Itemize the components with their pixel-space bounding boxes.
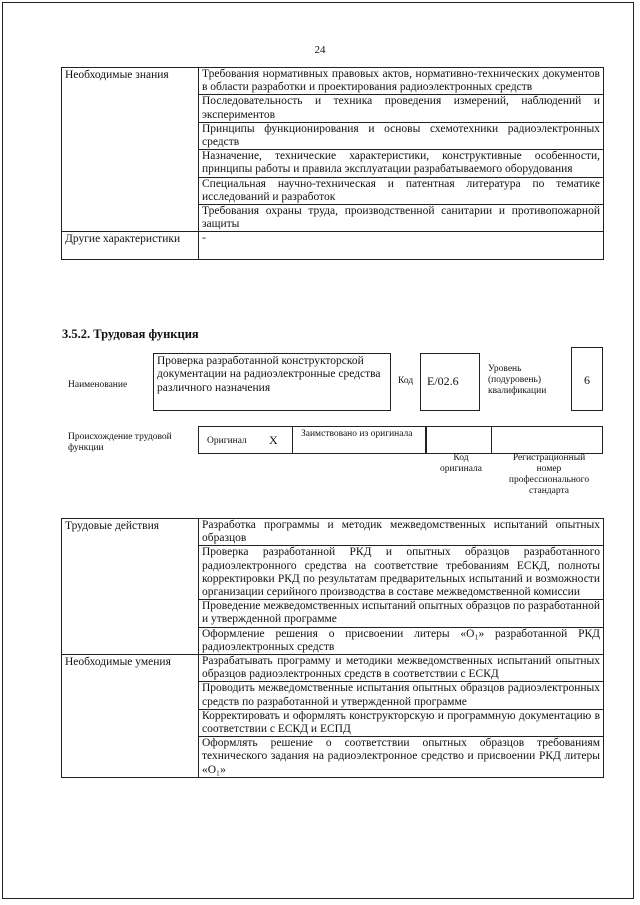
table-cell: Требования охраны труда, производственной санитарии и противопожарной защиты <box>199 205 604 232</box>
reg-number-box <box>491 426 603 454</box>
original-label: Оригинал <box>207 436 247 446</box>
table-cell: Оформлять решение о соответствии опытных образцов требованиям технического задания на радиоэлектронное средство и присвоении РКД литеры «О₁» <box>199 737 604 778</box>
name-label: Наименование <box>68 380 128 390</box>
borrowed-label: Заимствовано из оригинала <box>301 429 413 439</box>
table-cell: Назначение, технические характеристики, конструктивные особенности, принципы работы и правила эксплуатации разрабатываемого оборудования <box>199 150 604 177</box>
level-label: Уровень (подуровень) квалификации <box>488 364 547 396</box>
code-box <box>420 353 480 411</box>
table-cell: Проводить межведомственные испытания опытных образцов радиоэлектронных средств по разработанной и утвержденной программе <box>199 682 604 709</box>
reg-number-caption: Регистрационный номер профессионального стандарта <box>508 453 590 496</box>
table-row <box>62 519 604 546</box>
table-row <box>62 68 604 95</box>
code-original-caption: Код оригинала <box>440 453 482 474</box>
table-cell: Принципы функционирования и основы схемотехники радиоэлектронных средств <box>199 122 604 149</box>
level-box <box>571 347 603 411</box>
table-cell: Разрабатывать программу и методики межведомственных испытаний опытных образцов радиоэлектронных средств в соответствии с ЕСКД <box>199 655 604 682</box>
function-name-box <box>153 353 391 411</box>
code-original-box <box>426 426 492 454</box>
table-cell: Последовательность и техника проведения измерений, наблюдений и экспериментов <box>199 95 604 122</box>
table-cell: Специальная научно-техническая и патентная литература по тематике исследований и разработок <box>199 177 604 204</box>
origin-label: Происхождение трудовой функции <box>68 432 172 453</box>
table-cell: Требования нормативных правовых актов, нормативно-технических документов в области разработки и проектирования радиоэлектронных средств <box>199 68 604 95</box>
table-cell: Корректировать и оформлять конструкторскую и программную документацию в соответствии с ЕСКД и ЕСПД <box>199 709 604 736</box>
table-row <box>62 655 604 682</box>
row-label: Другие характеристики <box>62 232 199 260</box>
code-value: E/02.6 <box>427 374 459 388</box>
table-row <box>62 232 604 260</box>
row-label: Трудовые действия <box>62 519 199 655</box>
row-label: Необходимые умения <box>62 655 199 778</box>
code-label: Код <box>398 376 414 386</box>
table-cell: Оформление решения о присвоении литеры «О₁» разработанной РКД радиоэлектронных средств <box>199 627 604 654</box>
function-name-value: Проверка разработанной конструкторской документации на радиоэлектронные средства различного назначения <box>157 355 381 394</box>
page-number: 24 <box>314 44 326 56</box>
table-cell: - <box>199 232 604 260</box>
actions-table <box>61 518 604 778</box>
table-cell: Проведение межведомственных испытаний опытных образцов по разработанной и утвержденной программе <box>199 600 604 627</box>
knowledge-table <box>61 67 604 260</box>
original-box <box>198 426 293 454</box>
borrowed-box <box>292 426 426 454</box>
original-mark: X <box>269 433 278 447</box>
level-value: 6 <box>584 373 590 387</box>
table-cell: Проверка разработанной РКД и опытных образцов разработанного радиоэлектронного средства на соответствие требованиям ЕСКД, полноты корректировки РКД по результатам предварительных испытаний и возможности организации серийного производства в составе межведомственной комиссии <box>199 546 604 600</box>
section-title: 3.5.2. Трудовая функция <box>62 327 199 341</box>
row-label: Необходимые знания <box>62 68 199 232</box>
table-cell: Разработка программы и методик межведомственных испытаний опытных образцов <box>199 519 604 546</box>
